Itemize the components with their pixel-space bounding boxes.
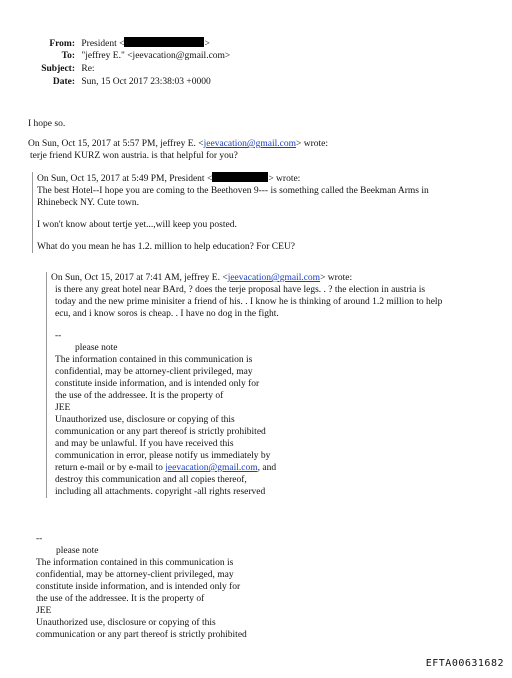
from-row xyxy=(0,37,210,50)
quote2-attribution xyxy=(37,172,507,185)
signature-dashes: -- xyxy=(36,534,43,544)
signature-line: JEE xyxy=(36,606,52,616)
signature-line: Unauthorized use, disclosure or copying of this xyxy=(55,415,235,425)
signature-line: and may be unlawful. If you have received this xyxy=(55,439,234,449)
redaction-bar xyxy=(212,172,268,182)
signature-line: constitute inside information, and is intended only for xyxy=(55,379,260,389)
signature-block-2 xyxy=(36,533,247,641)
signature-line: The information contained in this communication is xyxy=(36,558,234,568)
quote2-para: What do you mean he has 1.2. million to help education? For CEU? xyxy=(37,242,296,252)
redaction-bar xyxy=(124,37,204,47)
quote3-attribution-end: > wrote: xyxy=(320,273,353,283)
signature-line: return e-mail or by e-mail to xyxy=(55,463,166,473)
quote2-attribution-text: On Sun, Oct 15, 2017 at 5:49 PM, President < xyxy=(37,174,213,184)
quote2-attribution-end: > wrote: xyxy=(268,174,301,184)
subject-label: Subject: xyxy=(41,64,75,74)
signature-line: The information contained in this communication is xyxy=(55,355,253,365)
quote3-line: today and the new prime minisiter a friend of his. . I know he is thinking of around 1.2 million to help xyxy=(55,297,443,307)
signature-line: confidential, may be attorney-client privileged, may xyxy=(36,570,234,580)
signature-line: including all attachments. copyright -all rights reserved xyxy=(55,487,266,497)
signature-line: confidential, may be attorney-client privileged, may xyxy=(55,367,253,377)
quote-block-level2 xyxy=(32,172,507,253)
subject-value: Re: xyxy=(81,64,95,74)
email-link[interactable]: jeevacation@gmail.com xyxy=(203,139,297,149)
signature-line: communication in error, please notify us immediately by xyxy=(55,451,271,461)
quote3-attribution-text: On Sun, Oct 15, 2017 at 7:41 AM, jeffrey E. < xyxy=(51,273,228,283)
quote3-line: ecu, and i know soros is cheap. . I have no dog in the fight. xyxy=(55,309,279,319)
quote3-attribution xyxy=(51,272,507,284)
subject-row xyxy=(0,63,95,75)
quote2-line: The best Hotel--I hope you are coming to the Beethoven 9--- is something called the Beekman Arms in xyxy=(37,186,429,196)
signature-line: destroy this communication and all copies thereof, xyxy=(55,475,247,485)
quote1-attribution-end: > wrote: xyxy=(296,139,329,149)
date-label: Date: xyxy=(52,77,75,87)
quote1-attribution xyxy=(28,138,328,150)
from-label: From: xyxy=(49,39,75,49)
signature-note: please note xyxy=(75,343,118,353)
date-value: Sun, 15 Oct 2017 23:38:03 +0000 xyxy=(81,77,211,87)
signature-line: JEE xyxy=(55,403,71,413)
quote3-line: is there any great hotel near BArd, ? does the terje proposal have legs. . ? the election in austria is xyxy=(55,285,426,295)
signature-line: constitute inside information, and is intended only for xyxy=(36,582,241,592)
from-value: President < xyxy=(81,39,125,49)
quote2-line: Rhinebeck NY. Cute town. xyxy=(37,198,139,208)
to-label: To: xyxy=(61,51,75,61)
signature-link-line xyxy=(55,462,507,474)
email-link[interactable]: jeevacation@gmail.com xyxy=(165,463,258,473)
email-link[interactable]: jeevacation@gmail.com xyxy=(227,273,321,283)
quote1-text: terje friend KURZ won austria. is that helpful for you? xyxy=(30,151,238,161)
quote1-attribution-text: On Sun, Oct 15, 2017 at 5:57 PM, jeffrey E. < xyxy=(28,139,204,149)
signature-line: Unauthorized use, disclosure or copying of this xyxy=(36,618,216,628)
document-id: EFTA00631682 xyxy=(425,658,504,669)
signature-line: , and xyxy=(257,463,277,473)
to-row xyxy=(0,50,230,62)
signature-line: communication or any part thereof is strictly prohibited xyxy=(36,630,247,640)
signature-line: the use of the addressee. It is the property of xyxy=(36,594,205,604)
from-tail: > xyxy=(204,39,210,49)
quote2-para: I won't know about tertje yet...,will keep you posted. xyxy=(37,220,237,230)
reply-text: I hope so. xyxy=(28,119,66,129)
signature-note: please note xyxy=(56,546,99,556)
date-row xyxy=(0,76,211,88)
signature-line: the use of the addressee. It is the property of xyxy=(55,391,224,401)
to-value: "jeffrey E." <jeevacation@gmail.com> xyxy=(81,51,231,61)
signature-dashes: -- xyxy=(55,331,62,341)
signature-line: communication or any part thereof is strictly prohibited xyxy=(55,427,266,437)
quote-block-level3 xyxy=(46,272,507,498)
